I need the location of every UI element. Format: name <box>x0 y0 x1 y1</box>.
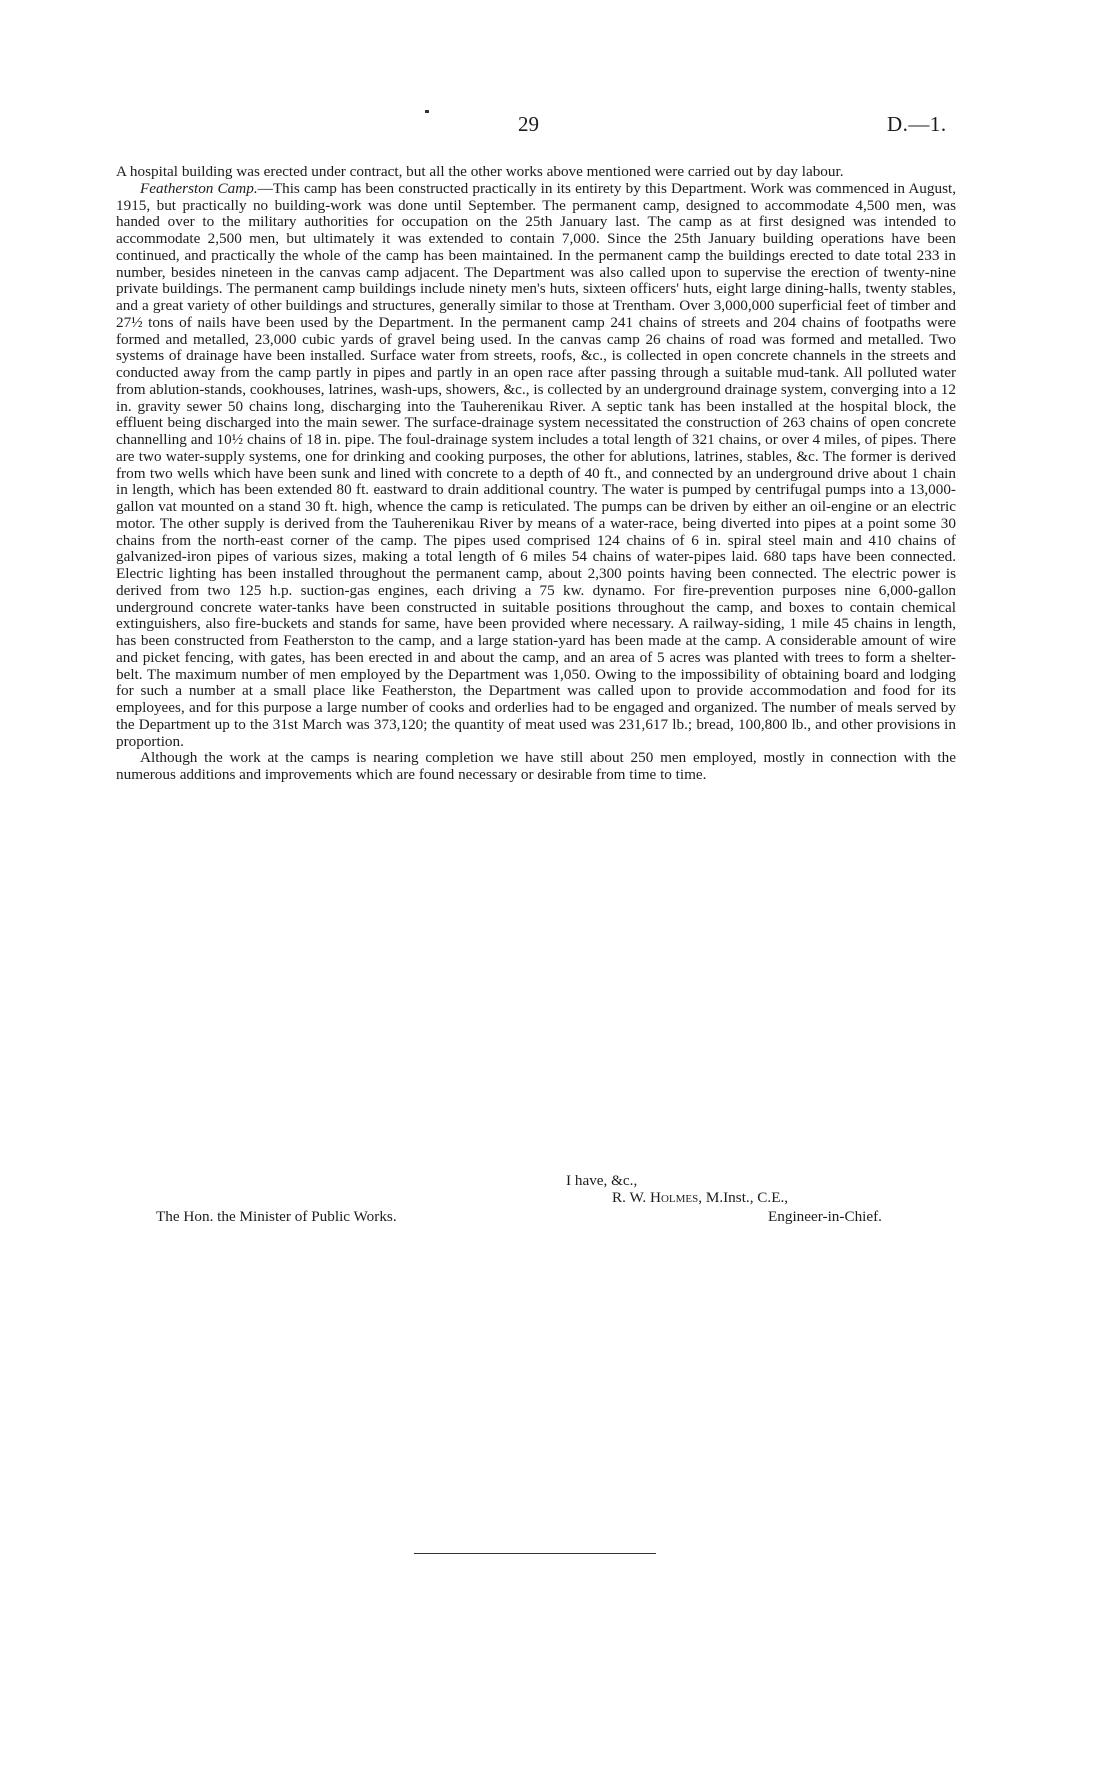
document-reference: D.—1. <box>887 112 947 136</box>
paragraph-featherston-camp <box>116 181 956 751</box>
paragraph-completion: Although the work at the camps is nearing completion we have still about 250 men employed, mostly in connection with the numerous additions and improvements which are found necessary or desirable from time to time. <box>116 749 956 783</box>
closing-salutation: I have, &c., <box>566 1172 638 1189</box>
body-text <box>116 164 956 784</box>
signatory-name <box>612 1189 788 1206</box>
signatory-surname: Holmes <box>649 1189 699 1206</box>
signatory-qualifications: , M.Inst., C.E., <box>698 1189 789 1206</box>
addressee: The Hon. the Minister of Public Works. <box>156 1208 397 1225</box>
section-heading-featherston-camp: Featherston Camp. <box>140 179 258 197</box>
page-header <box>0 112 1114 142</box>
signatory-initials: R. W. <box>612 1189 650 1206</box>
page-number: 29 <box>518 112 539 136</box>
closing-rule <box>414 1553 656 1554</box>
paragraph-featherston-text: —This camp has been constructed practically in its entirety by this Department. Work was commenced in August, 1915, but practically no building-work was done until September. The permanent camp, designed to accommodate 4,500 men, was handed over to the military authorities for occupation on the 25th January last. The camp as at first designed was intended to accommodate 2,500 men, but ultimately it was extended to contain 7,000. Since the 25th January building operations have been continued, and practically the whole of the camp has been maintained. In the permanent camp the buildings erected to date total 233 in number, besides nineteen in the canvas camp adjacent. The Department was also called upon to supervise the erection of twenty-nine private buildings. The permanent camp buildings include ninety men's huts, sixteen officers' huts, eight large dining-halls, twenty stables, and a great variety of other buildings and structures, generally similar to those at Trentham. Over 3,000,000 superficial feet of timber and 27½ tons of nails have been used by the Department. In the permanent camp 241 chains of streets and 204 chains of footpaths were formed and metalled, 23,000 cubic yards of gravel being used. In the canvas camp 26 chains of road was formed and metalled. Two systems of drainage have been installed. Surface water from streets, roofs, &c., is collected in open concrete channels in the streets and conducted away from the camp partly in pipes and partly in an open race after passing through a suitable mud-tank. All polluted water from ablution-stands, cookhouses, latrines, wash-ups, showers, &c., is collected by an underground drainage system, converging into a 12 in. gravity sewer 50 chains long, discharging into the Tauherenikau River. A septic tank has been installed at the hospital block, the effluent being discharged into the main sewer. The surface-drainage system necessitated the construction of 263 chains of open concrete channelling and 10½ chains of 18 in. pipe. The foul-drainage system includes a total length of 321 chains, or over 4 miles, of pipes. There are two water-supply systems, one for drinking and cooking purposes, the other for ablutions, latrines, stables, &c. The former is derived from two wells which have been sunk and lined with concrete to a depth of 40 ft., and connected by an underground drive about 1 chain in length, which has been extended 80 ft. eastward to drain additional country. The water is pumped by centrifugal pumps into a 13,000-gallon vat mounted on a stand 30 ft. high, whence the camp is reticulated. The pumps can be driven by either an oil-engine or an electric motor. The other supply is derived from the Tauherenikau River by means of a water-race, being diverted into pipes at a point some 30 chains from the north-east corner of the camp. The pipes used comprised 124 chains of 6 in. spiral steel main and 410 chains of galvanized-iron pipes of various sizes, making a total length of 6 miles 54 chains of water-pipes laid. 680 taps have been connected. Electric lighting has been installed throughout the permanent camp, about 2,300 points having been connected. The electric power is derived from two 125 h.p. suction-gas engines, each driving a 75 kw. dynamo. For fire-prevention purposes nine 6,000-gallon underground concrete water-tanks have been constructed in suitable positions throughout the camp, and boxes to contain chemical extinguishers, also fire-buckets and stands for same, have been provided where necessary. A railway-siding, 1 mile 45 chains in length, has been constructed from Featherston to the camp, and a large station-yard has been made at the camp. A considerable amount of wire and picket fencing, with gates, has been erected in and about the camp, and an area of 5 acres was planted with trees to form a shelter-belt. The maximum number of men employed by the Department was 1,050. Owing to the impossibility of obtaining board and lodging for such a number at a small place like Featherston, the Department was called upon to provide accommodation and food for its employees, and for this purpose a large number of cooks and orderlies had to be engaged and organized. The number of meals served by the Department up to the 31st March was 373,120; the quantity of meat used was 231,617 lb.; bread, 100,800 lb., and other provisions in proportion. <box>116 179 957 750</box>
paragraph-hospital: A hospital building was erected under contract, but all the other works above mentioned were carried out by day labour. <box>116 163 844 180</box>
signatory-title: Engineer-in-Chief. <box>768 1208 882 1225</box>
